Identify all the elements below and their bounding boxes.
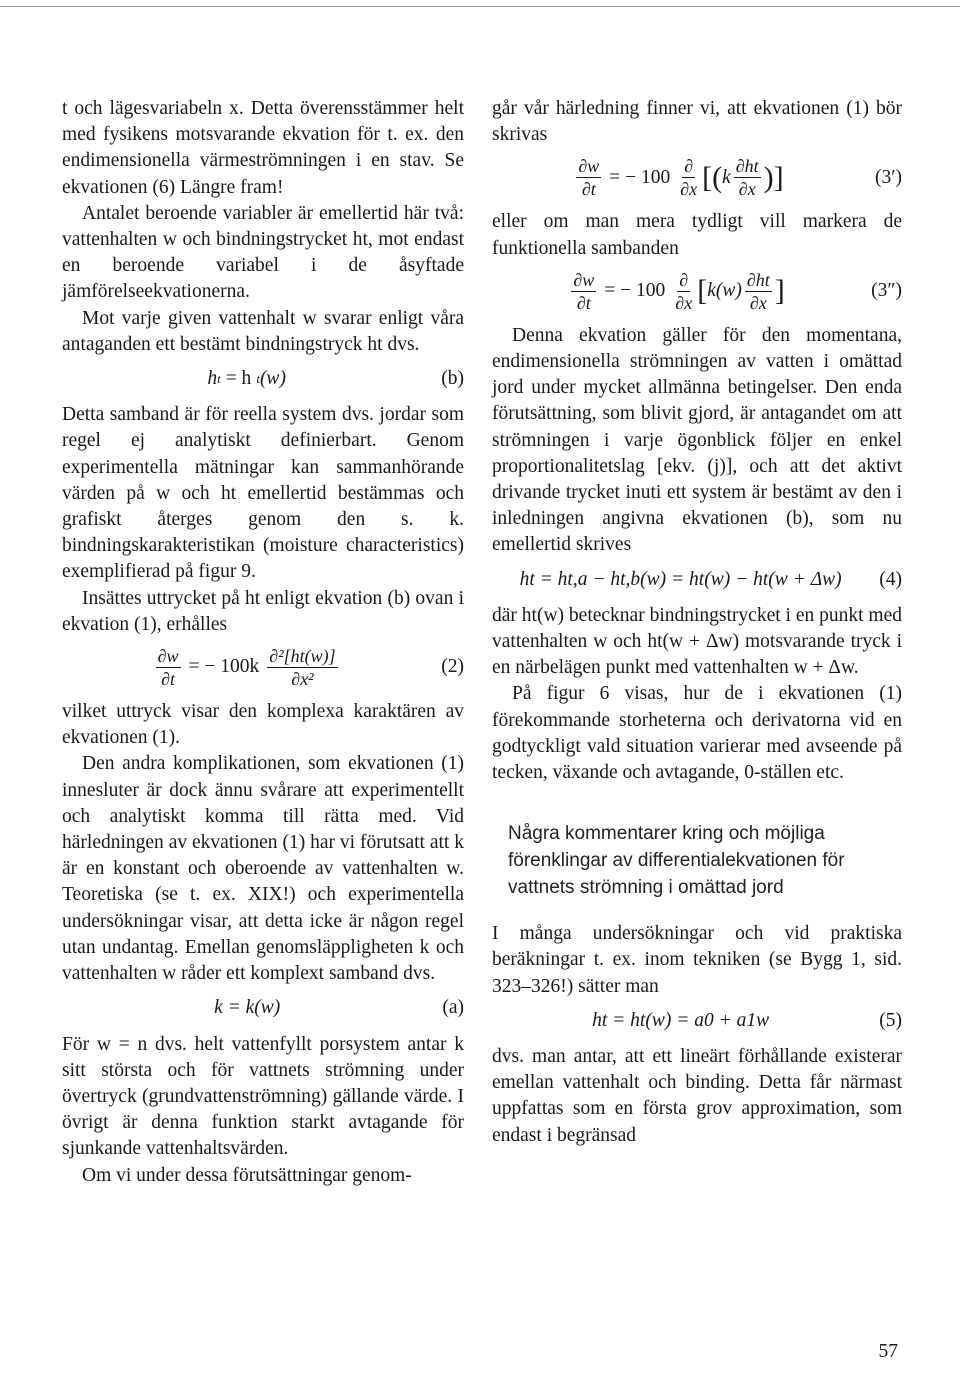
paragraph: Insättes uttrycket på ht enligt ekvation (b) ovan i ekvation (1), erhålles xyxy=(62,587,464,635)
paragraph: dvs. man antar, att ett lineärt förhållande existerar emellan vattenhalt och binding. Detta får närmast uppfattas som en första grov approximation, som endast i begränsad xyxy=(492,1046,902,1146)
paragraph: I många undersökningar och vid praktiska beräkningar t. ex. inom tekniken (se Bygg 1, sid. 323–326!) sätter man xyxy=(492,923,902,997)
paragraph: vilket uttryck visar den komplexa karaktären av ekvationen (1). xyxy=(62,701,464,749)
page-number: 57 xyxy=(878,1341,898,1362)
paragraph: t och lägesvariabeln x. Detta överensstämmer helt med fysikens motsvarande ekvation för t. ex. den endimensionella värmeströmningen i en stav. Se ekvationen (6) Längre fram! xyxy=(62,98,464,198)
equation-2: $\frac{\partial w}{\partial t}$ = − 100k $\frac{\text{∂²[ht(w)]}}{\text{∂x²}}$ (2) xyxy=(157,646,464,690)
paragraph: Mot varje given vattenhalt w svarar enligt våra antaganden ett bestämt bindningstryck ht dvs. xyxy=(62,307,464,355)
right-column xyxy=(492,96,902,1149)
paragraph: Antalet beroende variabler är emellertid här två: vattenhalten w och bindningstrycket ht, mot endast en beroende variabel i de åsyftade jämförelseekvationerna. xyxy=(62,202,464,303)
equation-label: (3′) xyxy=(874,166,902,188)
paragraph: Om vi under dessa förutsättningar genom- xyxy=(82,1164,412,1186)
paragraph: För w = n dvs. helt vattenfyllt porsystem antar k sitt största och för vattnets strömning under övertryck (grundvattenströmning) gällande värde. I övrigt är denna funktion starkt avtagande för sjunkande vattenhaltsvärden. xyxy=(62,1033,464,1160)
equation-a: k = k(w) (a) xyxy=(62,995,464,1021)
equation-b: h t = h t (w) (b) xyxy=(62,366,464,392)
equation-3-prime: $\frac{\partial w}{\partial t}$ = − 100 $\frac{\partial}{\partial x}$ [ ( k $\frac{\partial ht}{\partial x}$ ) ] (3′) xyxy=(578,156,902,200)
left-column xyxy=(62,96,464,1189)
equation-label: (a) xyxy=(442,997,464,1019)
paragraph: På figur 6 visas, hur de i ekvationen (1) förekommande storheterna och derivatorna vid en godtyckligt vald situation varierar med avseende på tecken, växande och avtagande, 0-ställen etc. xyxy=(492,683,902,784)
equation-label: (b) xyxy=(441,368,464,390)
paragraph: där ht(w) betecknar bindningstrycket i en punkt med vattenhalten w och ht(w + Δw) motsvarande tryck i en närbelägen punkt med vattenhalten w + Δw. xyxy=(492,604,902,679)
paragraph: Detta samband är för reella system dvs. jordar som regel ej analytiskt definierbart. Genom experimentella mätningar kan sammanhörande värden på w och ht emellertid bestämmas och grafiskt återges genom den s. k. bindningskarakteristikan (moisture characteristics) exemplifierad på figur 9. xyxy=(62,404,464,583)
section-heading: Några kommentarer kring och möjliga förenklingar av differentialekvationen för vattnets strömning i omättad jord xyxy=(508,823,845,899)
equation-label: (4) xyxy=(879,568,902,590)
paragraph: eller om man mera tydligt vill markera de funktionella sambanden xyxy=(492,211,902,259)
equation-3-double-prime: $\frac{\partial w}{\partial t}$ = − 100 $\frac{\partial}{\partial x}$ [ k(w) $\frac{\partial ht}{\partial x}$ ] (3″) xyxy=(573,269,902,313)
paragraph: Den andra komplikationen, som ekvationen (1) innesluter är dock ännu svårare att experimentellt och analytiskt komma till rätta med. Vid härledningen av ekvationen (1) har vi förutsatt att k är en konstant och oberoende av vattenhalten w. Teoretiska (se t. ex. XIX!) och experimentella undersökningar visar, att detta icke är någon regel utan undantag. Emellan genomsläppligheten k och vattenhalten w råder ett komplext samband dvs. xyxy=(62,753,464,985)
paragraph: går vår härledning finner vi, att ekvationen (1) bör skrivas xyxy=(492,98,902,146)
paragraph: Denna ekvation gäller för den momentana, endimensionella strömningen av vatten i omättad jord under mycket allmänna betingelser. Den enda förutsättning, som blivit gjord, är antagandet om att strömningen i varje ögonblick följer en enkel proportionalitetslag [ekv. (j)], och att det aktivt drivande trycket inuti ett system är bestämt av den i inledningen angivna ekvationen (b), som nu emellertid skrives xyxy=(492,324,902,556)
equation-4: ht = ht,a − ht,b(w) = ht(w) − ht(w + Δw) (4) xyxy=(492,567,902,593)
top-rule xyxy=(0,6,960,7)
equation-label: (3″) xyxy=(871,280,902,302)
equation-5: ht = ht(w) = a0 + a1w (5) xyxy=(492,1008,902,1034)
equation-label: (2) xyxy=(441,656,464,678)
equation-label: (5) xyxy=(879,1009,902,1031)
